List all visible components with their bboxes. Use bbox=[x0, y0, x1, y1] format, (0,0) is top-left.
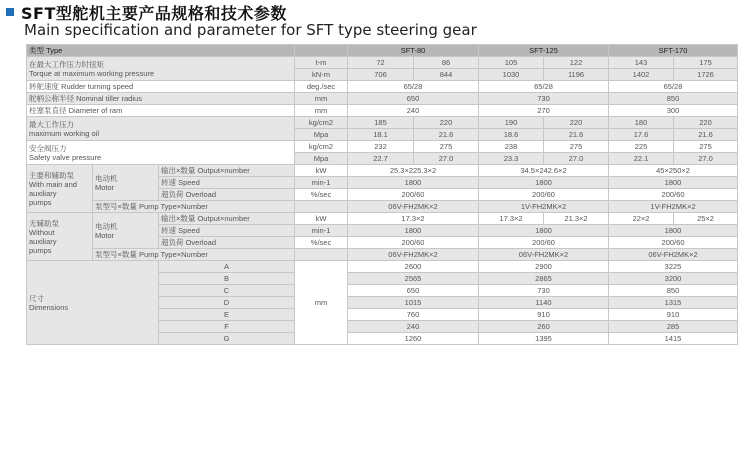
dimension-key: A bbox=[159, 261, 295, 273]
value-cell: 86 bbox=[414, 57, 479, 69]
value-cell: 105 bbox=[479, 57, 544, 69]
value-cell: 238 bbox=[479, 141, 544, 153]
unit-cell: min-1 bbox=[295, 225, 348, 237]
spec-table bbox=[26, 44, 738, 345]
motor-label: 电动机 Motor bbox=[93, 213, 159, 249]
table-row bbox=[27, 93, 738, 105]
torque-label: 在最大工作压力时扭矩 Torque at maximum working pressure bbox=[27, 57, 295, 81]
table-row bbox=[27, 201, 738, 213]
value-cell: 175 bbox=[674, 57, 738, 69]
dimension-key: E bbox=[159, 309, 295, 321]
model-header: SFT-170 bbox=[609, 45, 738, 57]
model-header: SFT-125 bbox=[479, 45, 609, 57]
unit-header bbox=[295, 45, 348, 57]
table-row bbox=[27, 117, 738, 129]
value-cell: 18.1 bbox=[348, 129, 414, 141]
title-chinese: SFT型舵机主要产品规格和技术参数 bbox=[21, 4, 287, 23]
value-cell: 21.6 bbox=[544, 129, 609, 141]
value-cell: 1800 bbox=[479, 177, 609, 189]
value-cell: 1030 bbox=[479, 69, 544, 81]
value-cell: 2865 bbox=[479, 273, 609, 285]
value-cell: 200/60 bbox=[348, 189, 479, 201]
rudder-speed-label: 转舵速度 Rudder turning speed bbox=[27, 81, 295, 93]
value-cell: 220 bbox=[414, 117, 479, 129]
value-cell: 06V-FH2MK×2 bbox=[348, 201, 479, 213]
table-row bbox=[27, 57, 738, 69]
table-row bbox=[27, 261, 738, 273]
value-cell: 1196 bbox=[544, 69, 609, 81]
value-cell: 1800 bbox=[609, 225, 738, 237]
table-row bbox=[27, 213, 738, 225]
value-cell: 06V-FH2MK×2 bbox=[609, 249, 738, 261]
value-cell: 2600 bbox=[348, 261, 479, 273]
value-cell: 1402 bbox=[609, 69, 674, 81]
value-cell: 240 bbox=[348, 105, 479, 117]
value-cell: 23.3 bbox=[479, 153, 544, 165]
safety-valve-label: 安全阀压力 Safety valve pressure bbox=[27, 141, 295, 165]
value-cell: 1140 bbox=[479, 297, 609, 309]
unit-cell: mm bbox=[295, 261, 348, 345]
unit-cell: deg./sec bbox=[295, 81, 348, 93]
dimension-key: G bbox=[159, 333, 295, 345]
value-cell: 200/60 bbox=[479, 189, 609, 201]
value-cell: 143 bbox=[609, 57, 674, 69]
type-header: 类型 Type bbox=[27, 45, 295, 57]
value-cell: 220 bbox=[544, 117, 609, 129]
value-cell: 2900 bbox=[479, 261, 609, 273]
value-cell: 27.0 bbox=[674, 153, 738, 165]
value-cell: 21.6 bbox=[414, 129, 479, 141]
value-cell: 190 bbox=[479, 117, 544, 129]
table-row bbox=[27, 81, 738, 93]
value-cell: 27.0 bbox=[414, 153, 479, 165]
value-cell: 185 bbox=[348, 117, 414, 129]
value-cell: 275 bbox=[414, 141, 479, 153]
dimensions-label: 尺寸 Dimensions bbox=[27, 261, 159, 345]
unit-cell: mm bbox=[295, 105, 348, 117]
value-cell: 1315 bbox=[609, 297, 738, 309]
value-cell: 21.6 bbox=[674, 129, 738, 141]
table-row bbox=[27, 249, 738, 261]
value-cell: 1800 bbox=[348, 225, 479, 237]
output-label: 输出×数量 Output×number bbox=[159, 213, 295, 225]
value-cell: 910 bbox=[479, 309, 609, 321]
pump-type-label: 泵型号×数量 Pump Type×Number bbox=[93, 201, 295, 213]
table-row bbox=[27, 141, 738, 153]
value-cell: 706 bbox=[348, 69, 414, 81]
value-cell: 1800 bbox=[609, 177, 738, 189]
value-cell: 1260 bbox=[348, 333, 479, 345]
title-bullet-icon bbox=[6, 8, 14, 16]
value-cell: 06V-FH2MK×2 bbox=[348, 249, 479, 261]
dimension-key: C bbox=[159, 285, 295, 297]
value-cell: 844 bbox=[414, 69, 479, 81]
value-cell: 17.3×2 bbox=[479, 213, 544, 225]
dimension-key: B bbox=[159, 273, 295, 285]
speed-label: 转速 Speed bbox=[159, 225, 295, 237]
ram-diameter-label: 柱塞泵直径 Diameter of ram bbox=[27, 105, 295, 117]
table-row bbox=[27, 105, 738, 117]
value-cell: 22.7 bbox=[348, 153, 414, 165]
value-cell: 200/60 bbox=[348, 237, 479, 249]
header-row bbox=[27, 45, 738, 57]
value-cell: 200/60 bbox=[609, 237, 738, 249]
value-cell: 1726 bbox=[674, 69, 738, 81]
value-cell: 65/28 bbox=[479, 81, 609, 93]
value-cell: 1V-FH2MK×2 bbox=[479, 201, 609, 213]
value-cell: 1415 bbox=[609, 333, 738, 345]
value-cell: 760 bbox=[348, 309, 479, 321]
value-cell: 850 bbox=[609, 285, 738, 297]
dimension-key: D bbox=[159, 297, 295, 309]
tiller-radius-label: 舵柄公称半径 Nominal tiller radius bbox=[27, 93, 295, 105]
value-cell: 06V-FH2MK×2 bbox=[479, 249, 609, 261]
value-cell: 200/60 bbox=[479, 237, 609, 249]
value-cell: 45×250×2 bbox=[609, 165, 738, 177]
value-cell: 17.6 bbox=[609, 129, 674, 141]
value-cell: 72 bbox=[348, 57, 414, 69]
max-pressure-label: 最大工作压力 maximum working oil bbox=[27, 117, 295, 141]
unit-cell: kN-m bbox=[295, 69, 348, 81]
speed-label: 转速 Speed bbox=[159, 177, 295, 189]
value-cell: 3200 bbox=[609, 273, 738, 285]
unit-cell: %/sec bbox=[295, 189, 348, 201]
value-cell: 65/28 bbox=[348, 81, 479, 93]
pump-type-label: 泵型号×数量 Pump Type×Number bbox=[93, 249, 295, 261]
value-cell: 225 bbox=[609, 141, 674, 153]
value-cell: 18.6 bbox=[479, 129, 544, 141]
value-cell: 300 bbox=[609, 105, 738, 117]
unit-cell: t-m bbox=[295, 57, 348, 69]
value-cell: 285 bbox=[609, 321, 738, 333]
value-cell: 2565 bbox=[348, 273, 479, 285]
value-cell: 1395 bbox=[479, 333, 609, 345]
overload-label: 超负荷 Overload bbox=[159, 237, 295, 249]
title-english: Main specification and parameter for SFT type steering gear bbox=[24, 21, 477, 39]
unit-cell: Mpa bbox=[295, 129, 348, 141]
value-cell: 27.0 bbox=[544, 153, 609, 165]
unit-cell: kg/cm2 bbox=[295, 117, 348, 129]
value-cell: 122 bbox=[544, 57, 609, 69]
value-cell: 650 bbox=[348, 93, 479, 105]
value-cell: 65/28 bbox=[609, 81, 738, 93]
model-header: SFT-80 bbox=[348, 45, 479, 57]
unit-cell bbox=[295, 201, 348, 213]
value-cell: 270 bbox=[479, 105, 609, 117]
dimension-key: F bbox=[159, 321, 295, 333]
value-cell: 220 bbox=[674, 117, 738, 129]
value-cell: 275 bbox=[674, 141, 738, 153]
value-cell: 910 bbox=[609, 309, 738, 321]
value-cell: 232 bbox=[348, 141, 414, 153]
unit-cell bbox=[295, 249, 348, 261]
unit-cell: kW bbox=[295, 213, 348, 225]
unit-cell: Mpa bbox=[295, 153, 348, 165]
motor-label: 电动机 Motor bbox=[93, 165, 159, 201]
value-cell: 180 bbox=[609, 117, 674, 129]
value-cell: 275 bbox=[544, 141, 609, 153]
unit-cell: kg/cm2 bbox=[295, 141, 348, 153]
with-aux-label: 主要和辅助泵 With main and auxiliary pumps bbox=[27, 165, 93, 213]
value-cell: 21.3×2 bbox=[544, 213, 609, 225]
unit-cell: min-1 bbox=[295, 177, 348, 189]
value-cell: 22.1 bbox=[609, 153, 674, 165]
value-cell: 730 bbox=[479, 285, 609, 297]
unit-cell: %/sec bbox=[295, 237, 348, 249]
output-label: 输出×数量 Output×number bbox=[159, 165, 295, 177]
value-cell: 240 bbox=[348, 321, 479, 333]
overload-label: 超负荷 Overload bbox=[159, 189, 295, 201]
value-cell: 650 bbox=[348, 285, 479, 297]
value-cell: 850 bbox=[609, 93, 738, 105]
value-cell: 1015 bbox=[348, 297, 479, 309]
value-cell: 1800 bbox=[348, 177, 479, 189]
value-cell: 1800 bbox=[479, 225, 609, 237]
value-cell: 25×2 bbox=[674, 213, 738, 225]
value-cell: 34.5×242.6×2 bbox=[479, 165, 609, 177]
value-cell: 730 bbox=[479, 93, 609, 105]
value-cell: 1V-FH2MK×2 bbox=[609, 201, 738, 213]
table-row bbox=[27, 165, 738, 177]
value-cell: 22×2 bbox=[609, 213, 674, 225]
value-cell: 17.3×2 bbox=[348, 213, 479, 225]
unit-cell: kW bbox=[295, 165, 348, 177]
value-cell: 3225 bbox=[609, 261, 738, 273]
value-cell: 25.3×225.3×2 bbox=[348, 165, 479, 177]
without-aux-label: 无辅助泵 Without auxiliary pumps bbox=[27, 213, 93, 261]
unit-cell: mm bbox=[295, 93, 348, 105]
value-cell: 260 bbox=[479, 321, 609, 333]
value-cell: 200/60 bbox=[609, 189, 738, 201]
